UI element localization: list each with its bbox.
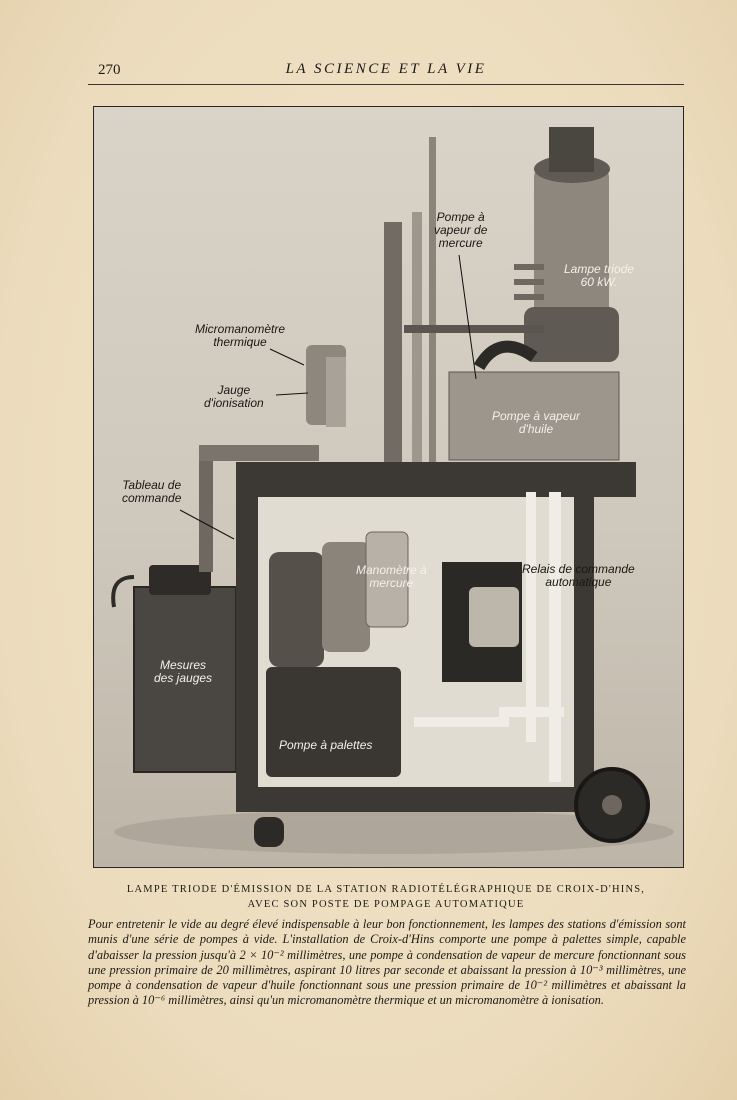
label-pompe-palettes: Pompe à palettes <box>279 738 373 752</box>
caption-title: LAMPE TRIODE D'ÉMISSION DE LA STATION RADIOTÉLÉGRAPHIQUE DE CROIX-D'HINS, AVEC SON POSTE DE POMPAGE AUTOMATIQUE <box>126 884 646 910</box>
label-lampe-triode: Lampe triode 60 kW. <box>564 262 635 289</box>
photograph-pumping-station <box>93 106 684 868</box>
page-header <box>88 60 684 85</box>
label-pompe-mercure: Pompe à vapeur de mercure <box>434 210 488 250</box>
label-relais-commande: Relais de commande automatique <box>522 562 635 589</box>
caption-body: Pour entretenir le vide au degré élevé indispensable à leur bon fonctionnement, les lampes des stations d'émission sont munis d'une série de pompes à vide. L'installation de Croix-d'Hins comporte une pompe à palettes simple, capable d'abaisser la pression jusqu'à 2 × 10⁻² millimètres, une pompe à condensation de vapeur de mercure fonctionnant sous une pression primaire de 20 millimètres, aspirant 10 litres par seconde et abaissant la pression à 10⁻³ millimètres, une pompe à condensation de vapeur d'huile fonctionnant sous une pression primaire de 10⁻² millimètres et abaissant la pression à 10⁻⁶ millimètres, ainsi qu'un micromanomètre thermique et un micromanomètre à ionisation. <box>88 917 686 1008</box>
label-jauge-ionisation: Jauge d'ionisation <box>204 383 264 410</box>
label-micromanometre: Micromanomètre thermique <box>195 322 286 349</box>
running-title: LA SCIENCE ET LA VIE <box>285 61 487 77</box>
label-manometre-mercure: Manomètre à mercure <box>356 563 427 590</box>
apparatus-illustration <box>94 107 683 867</box>
page-number: 270 <box>98 62 121 78</box>
label-tableau-commande: Tableau de commande <box>122 478 182 505</box>
label-pompe-huile: Pompe à vapeur d'huile <box>492 409 581 436</box>
label-mesures-jauges: Mesures des jauges <box>154 658 213 685</box>
